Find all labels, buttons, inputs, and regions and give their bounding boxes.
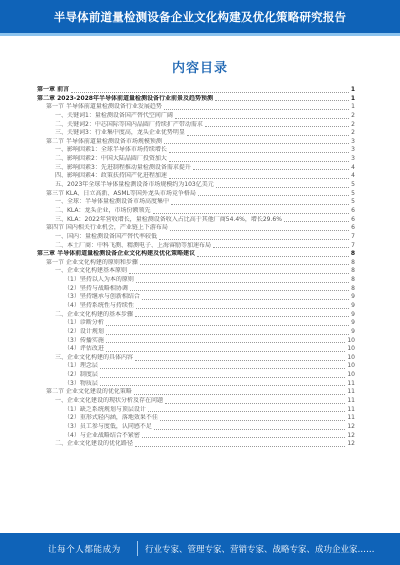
- toc-entry-page: 11: [347, 388, 355, 396]
- toc-entry[interactable]: [37, 354, 355, 363]
- toc-entry[interactable]: [37, 155, 355, 164]
- toc-leader-dots: [148, 411, 346, 412]
- toc-entry-label: （3）传播实施: [64, 336, 104, 344]
- toc-entry[interactable]: [37, 121, 355, 130]
- toc-entry-page: 10: [347, 362, 355, 370]
- toc-entry-label: 三、影响因素3：先进制程推动量检测设备需求提升: [55, 163, 191, 171]
- toc-entry-page: 7: [351, 241, 355, 249]
- toc-entry[interactable]: [37, 224, 355, 233]
- toc-entry[interactable]: [37, 319, 355, 328]
- toc-entry-page: 4: [351, 163, 355, 171]
- toc-entry[interactable]: [37, 267, 355, 276]
- toc-leader-dots: [106, 351, 346, 352]
- toc-entry-page: 1: [351, 103, 355, 111]
- toc-entry-label: 第一节 半导体前道量检测设备行业发展趋势: [46, 103, 162, 111]
- toc-entry-page: 6: [351, 215, 355, 223]
- toc-entry[interactable]: [37, 181, 355, 190]
- toc-entry-label: （1）缺乏系统规划与顶层设计: [64, 405, 146, 413]
- toc-entry-page: 8: [350, 250, 355, 258]
- toc-entry-label: 二、影响因素2：中国大陆晶圆厂投资加大: [55, 155, 167, 163]
- toc-leader-dots: [100, 368, 346, 369]
- toc-leader-dots: [142, 437, 346, 438]
- toc-entry[interactable]: [37, 129, 355, 138]
- toc-entry[interactable]: [37, 190, 355, 199]
- toc-entry-label: 三、关键词3：行业集中度高，龙头企业优势明显: [55, 129, 185, 137]
- toc-entry[interactable]: [37, 103, 355, 112]
- toc-heading: 内容目录: [171, 61, 228, 76]
- toc-entry-page: 2: [351, 120, 355, 128]
- toc-entry[interactable]: [37, 388, 355, 397]
- footer-divider: [137, 541, 138, 556]
- toc-entry-label: 二、关键词2：中芯国际等国内晶圆厂持续扩产带动需求: [55, 120, 203, 128]
- toc-entry[interactable]: [37, 233, 355, 242]
- toc-leader-dots: [216, 187, 349, 188]
- toc-entry-label: 三、KLA：2022年营收增长，量检测设备收入占比高于其他厂商54.4%，增长29.6%: [55, 215, 282, 223]
- toc-entry-page: 8: [351, 258, 355, 266]
- toc-leader-dots: [284, 221, 349, 222]
- report-title: 半导体前道量检测设备企业文化构建及优化策略研究报告: [53, 10, 347, 24]
- toc-leader-dots: [106, 325, 349, 326]
- toc-leader-dots: [193, 169, 349, 170]
- toc-leader-dots: [100, 385, 346, 386]
- toc-entry[interactable]: [37, 363, 355, 372]
- toc-entry[interactable]: [37, 328, 355, 337]
- toc-leader-dots: [153, 213, 350, 214]
- toc-leader-dots: [165, 403, 345, 404]
- toc-leader-dots: [169, 152, 349, 153]
- toc-entry-page: 7: [351, 232, 355, 240]
- toc-leader-dots: [134, 394, 345, 395]
- toc-entry-page: 10: [347, 353, 355, 361]
- toc-leader-dots: [154, 429, 346, 430]
- toc-entry[interactable]: [37, 259, 355, 268]
- toc-entry-page: 3: [351, 146, 355, 154]
- toc-leader-dots: [175, 118, 349, 119]
- toc-leader-dots: [106, 342, 346, 343]
- toc-entry-page: 11: [347, 397, 355, 405]
- toc-entry[interactable]: [37, 380, 355, 389]
- footer-roles: 行业专家、管理专家、营销专家、战略专家、成功企业家……: [145, 545, 375, 555]
- toc-entry-page: 9: [351, 310, 355, 318]
- toc-entry-page: 1: [350, 86, 355, 93]
- toc-entry-page: 1: [350, 94, 355, 102]
- toc-entry-page: 9: [351, 327, 355, 335]
- toc-entry[interactable]: [37, 164, 355, 173]
- toc-entry-label: 第二节 企业文化建设的优化策略: [46, 388, 132, 396]
- toc-leader-dots: [205, 126, 349, 127]
- toc-leader-dots: [130, 290, 349, 291]
- toc-leader-dots: [129, 273, 349, 274]
- toc-leader-dots: [213, 247, 349, 248]
- toc-entry[interactable]: [37, 397, 355, 406]
- toc-entry-page: 5: [351, 181, 355, 189]
- toc-entry-label: （3）员工参与度低，认同感不足: [64, 422, 152, 430]
- toc-leader-dots: [142, 299, 349, 300]
- header-accent-stripe: [0, 33, 400, 36]
- toc-entry-label: （1）理念层: [64, 362, 98, 370]
- toc-entry-label: （2）坚持与战略相协调: [64, 284, 128, 292]
- toc-entry-page: 8: [351, 267, 355, 275]
- toc-leader-dots: [135, 360, 345, 361]
- footer-slogan: 让每个人都能成为: [48, 545, 121, 555]
- toc-entry-label: （1）坚持以人为本的原则: [64, 276, 134, 284]
- toc-entry-page: 3: [351, 137, 355, 145]
- toc-entry[interactable]: [37, 138, 355, 147]
- toc-leader-dots: [136, 282, 349, 283]
- toc-leader-dots: [106, 334, 349, 335]
- toc-entry-page: 2: [351, 129, 355, 137]
- toc-leader-dots: [187, 135, 349, 136]
- toc-entry-page: 9: [351, 302, 355, 309]
- toc-entry-page: 9: [351, 293, 355, 301]
- toc-leader-dots: [100, 377, 346, 378]
- toc-entry-page: 8: [351, 284, 355, 292]
- toc-entry-label: 五、2023年全球半导体量检测设备市场规模约为103亿美元: [55, 181, 214, 189]
- toc-entry-page: 10: [347, 336, 355, 344]
- toc-leader-dots: [136, 308, 349, 309]
- toc-leader-dots: [71, 92, 349, 93]
- toc-entry-page: 12: [347, 422, 355, 430]
- toc-entry-page: 11: [347, 414, 355, 422]
- toc-entry[interactable]: [37, 302, 355, 311]
- toc-entry[interactable]: [37, 146, 355, 155]
- table-of-contents: [37, 86, 355, 528]
- toc-entry[interactable]: [37, 337, 355, 346]
- toc-entry-label: （2）重形式轻内涵，落地效果不佳: [64, 414, 158, 422]
- toc-leader-dots: [164, 109, 349, 110]
- toc-entry[interactable]: [37, 414, 355, 423]
- toc-entry-label: 一、全球：半导体量检测设备市场高度集中: [55, 198, 170, 206]
- toc-entry-label: （3）物质层: [64, 379, 98, 387]
- toc-entry-label: 二、本土厂商：中科飞测、精测电子、上海睿励等加速布局: [55, 241, 212, 249]
- toc-entry-label: 一、国内：量检测设备国产替代率较低: [55, 232, 158, 240]
- toc-entry[interactable]: [37, 95, 355, 104]
- toc-entry[interactable]: [37, 112, 355, 121]
- toc-entry-page: 6: [351, 224, 355, 232]
- toc-entry[interactable]: [37, 345, 355, 354]
- footer-bar: [0, 533, 400, 565]
- toc-entry-label: 四、影响因素4：政策扶持国产化进程加速: [55, 172, 167, 180]
- toc-leader-dots: [215, 100, 349, 101]
- toc-entry-label: 一、企业文化建设的现状分析及存在问题: [55, 397, 164, 405]
- toc-entry-label: （4）坚持系统性与持续性: [64, 302, 134, 309]
- toc-entry[interactable]: [37, 293, 355, 302]
- toc-entry-page: 3: [351, 155, 355, 163]
- toc-entry-label: 第二章 2023-2028年半导体前道量检测设备行业前景及趋势预测: [37, 94, 213, 102]
- toc-entry-label: 三、企业文化构建的具体内容: [55, 353, 134, 361]
- toc-entry-label: 二、企业文化建设的优化路径: [55, 440, 134, 448]
- toc-entry-page: 5: [351, 189, 355, 197]
- toc-entry-page: 6: [351, 206, 355, 214]
- toc-entry[interactable]: [37, 276, 355, 285]
- toc-entry-label: （4）评估改进: [64, 345, 104, 353]
- toc-leader-dots: [160, 420, 346, 421]
- toc-entry-page: 4: [351, 172, 355, 180]
- toc-entry-page: 12: [347, 440, 355, 448]
- toc-entry-label: （4）与企业战略结合不紧密: [64, 431, 140, 439]
- toc-entry-label: 第一章 前言: [37, 86, 70, 93]
- toc-entry-label: 第二节 半导体前道量检测设备市场规模预测: [46, 137, 162, 145]
- toc-entry-label: 二、企业文化构建的基本步骤: [55, 310, 134, 318]
- toc-entry-label: 第三节 KLA、日立高新、ASML等国外龙头市场竞争格局: [46, 189, 196, 197]
- toc-entry[interactable]: [37, 86, 355, 95]
- toc-entry[interactable]: [37, 311, 355, 320]
- toc-leader-dots: [135, 446, 345, 447]
- toc-entry[interactable]: [37, 216, 355, 225]
- toc-entry[interactable]: [37, 432, 355, 441]
- toc-entry-page: 5: [351, 198, 355, 206]
- toc-entry-page: 2: [351, 111, 355, 119]
- toc-entry-label: （1）诊断分析: [64, 319, 104, 327]
- toc-entry-label: （2）设计规划: [64, 327, 104, 335]
- toc-entry[interactable]: [37, 172, 355, 181]
- toc-entry-label: 一、关键词1：量检测设备国产替代空间广阔: [55, 111, 173, 119]
- toc-entry-label: （3）坚持继承与创新相结合: [64, 293, 140, 301]
- toc-entry[interactable]: [37, 423, 355, 432]
- toc-leader-dots: [164, 143, 349, 144]
- header-bar: [0, 0, 400, 33]
- toc-leader-dots: [169, 161, 349, 162]
- toc-entry-page: 10: [347, 371, 355, 379]
- toc-entry[interactable]: [37, 242, 355, 251]
- toc-leader-dots: [140, 264, 349, 265]
- toc-entry-label: 第一节 企业文化构建的原则和步骤: [46, 258, 138, 266]
- toc-entry-page: 12: [347, 431, 355, 439]
- toc-entry[interactable]: [37, 250, 355, 259]
- toc-entry[interactable]: [37, 207, 355, 216]
- toc-leader-dots: [135, 316, 349, 317]
- toc-entry[interactable]: [37, 198, 355, 207]
- toc-leader-dots: [171, 204, 349, 205]
- toc-entry[interactable]: [37, 285, 355, 294]
- toc-entry-label: （2）制度层: [64, 371, 98, 379]
- toc-entry-page: 8: [351, 276, 355, 284]
- toc-entry-label: 二、KLA：龙头企业，市场份额领先: [55, 206, 151, 214]
- toc-entry-label: 第四节 国内相关行业机会，产业链上下游布局: [46, 224, 168, 232]
- toc-entry-page: 9: [351, 319, 355, 327]
- toc-leader-dots: [170, 230, 349, 231]
- toc-leader-dots: [198, 195, 349, 196]
- toc-entry[interactable]: [37, 440, 355, 449]
- toc-entry[interactable]: [37, 371, 355, 380]
- toc-leader-dots: [169, 178, 349, 179]
- toc-entry-label: 一、企业文化构建基本原则: [55, 267, 128, 275]
- toc-entry-page: 11: [347, 405, 355, 413]
- toc-entry-label: 第三章 半导体前道量检测设备企业文化构建及优化策略建议: [37, 250, 196, 258]
- toc-entry-page: 11: [347, 379, 355, 387]
- toc-entry-page: 10: [347, 345, 355, 353]
- toc-entry[interactable]: [37, 406, 355, 415]
- toc-leader-dots: [197, 256, 349, 257]
- toc-leader-dots: [159, 239, 349, 240]
- toc-entry-label: 一、影响因素1：全球半导体市场持续增长: [55, 146, 167, 154]
